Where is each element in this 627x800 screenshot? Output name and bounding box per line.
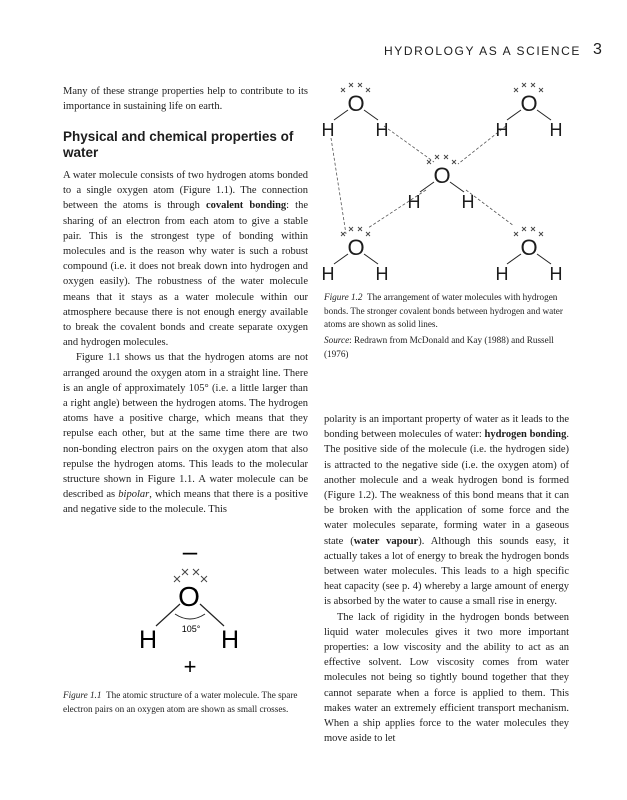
oxygen-atom: O [347,91,365,116]
electron-pair-crosses [341,83,543,236]
section-heading: Physical and chemical properties of water [63,129,294,160]
right-paragraph-1: polarity is an important property of water as it leads to the bonding between molecules of water: hydrogen bonding. The positive side of the molecule (i.e. the hydrogen side) is attracted to the negative side (i.e. the oxygen atom) of another molecule and a weak hydrogen bond is formed (Figure 1.2). The weakness of this bond means that it can be broken with the application of some force and the water molecules separate, forming water in a gaseous state (water vapour). Although this sounds easy, it actually takes a lot of energy to break the hydrogen bonds between water molecules. This leads to a high specific heat capacity (see p. 4) whereby a large amount of energy is absorbed by the water to cause a small rise in energy. [324,414,569,608]
water-molecule-top-left [322,91,389,140]
oxygen-atom: O [433,163,451,188]
water-molecule-bottom-right [496,235,563,284]
left-paragraph-1: A water molecule consists of two hydrogen atoms bonded to a single oxygen atom (Figure 1.1). The connection between the atoms is through covalent bonding: the sharing of an electron from each atom to give a stable pair. This is the strongest type of bonding within molecules and is the reason why water is such a robust compound (i.e. it does not break down into hydrogen and oxygen easily). The robustness of the water molecule means that it stays as a water molecule within our atmosphere because there is not enough energy available to break the covalent bonds and create separate oxygen and hydrogen molecules. [63,170,308,349]
hydrogen-atom: H [321,264,335,284]
left-paragraph-2: Figure 1.1 shows us that the hydrogen atoms are not arranged around the oxygen atom in a straight line. There is an angle of approximately 105° (i.e. a little larger than a right angle) between the hydrogen atoms. The hydrogen atoms have a positive charge, which means that they repulse each other, but at the same time there are two non-bonding electron pairs on the oxygen atom that also repulse the hydrogen atoms. This leads to the molecular structure shown in Figure 1.1. A water molecule can be described as bipolar, which means that there is a positive and negative side to the molecule. This [63,352,308,516]
hydrogen-bonds [331,126,514,234]
water-molecule-center [408,163,475,212]
right-paragraph-2: The lack of rigidity in the hydrogen bonds between liquid water molecules gives it two more important properties: a low viscosity and the ability to act as an effective solvent. Low viscosity comes from water molecules not being so tightly bound together that they cannot separate when a force is applied to them. This makes water an extremely efficient transport mechanism. When a ship applies force to the water molecules they move aside to let [324,611,569,745]
hydrogen-atom-left: H [138,626,158,654]
bond-angle-arc [175,614,205,619]
hydrogen-atom: H [495,264,509,284]
water-molecule-top-right [496,91,563,140]
figure-1-2-diagram [316,76,578,286]
figure-1-1-diagram [120,540,270,680]
bond-angle-label: 105° [181,624,201,634]
water-molecule-bottom-left [322,235,389,284]
negative-sign: – [182,540,198,566]
figure-1-2-caption: Figure 1.2 The arrangement of water molecules with hydrogen bonds. The stronger covalent bonds between hydrogen and water atoms are shown as solid lines. [324,292,563,329]
hydrogen-atom: H [495,120,509,140]
figure-1-1-caption: Figure 1.1 The atomic structure of a water molecule. The spare electron pairs on an oxygen atom are shown as small crosses. [63,690,298,714]
positive-sign: + [183,654,197,679]
figure-1-2-source: Source: Redrawn from McDonald and Kay (1988) and Russell (1976) [324,335,554,359]
oxygen-atom: O [520,91,538,116]
intro-paragraph: Many of these strange properties help to contribute to its importance in sustaining life on earth. [63,86,308,113]
left-column-body [63,168,308,518]
page-number: 3 [593,41,602,58]
hydrogen-atom: H [375,264,389,284]
running-head: HYDROLOGY AS A SCIENCE [384,44,582,58]
right-column-body [324,412,569,746]
hydrogen-atom: H [321,120,335,140]
oxygen-atom: O [178,581,200,612]
hydrogen-atom: H [549,264,563,284]
hydrogen-atom: H [549,120,563,140]
oxygen-atom: O [347,235,365,260]
hydrogen-atom: H [461,192,475,212]
hydrogen-atom: H [407,192,421,212]
oxygen-atom: O [520,235,538,260]
hydrogen-atom-right: H [220,626,240,654]
hydrogen-atom: H [375,120,389,140]
